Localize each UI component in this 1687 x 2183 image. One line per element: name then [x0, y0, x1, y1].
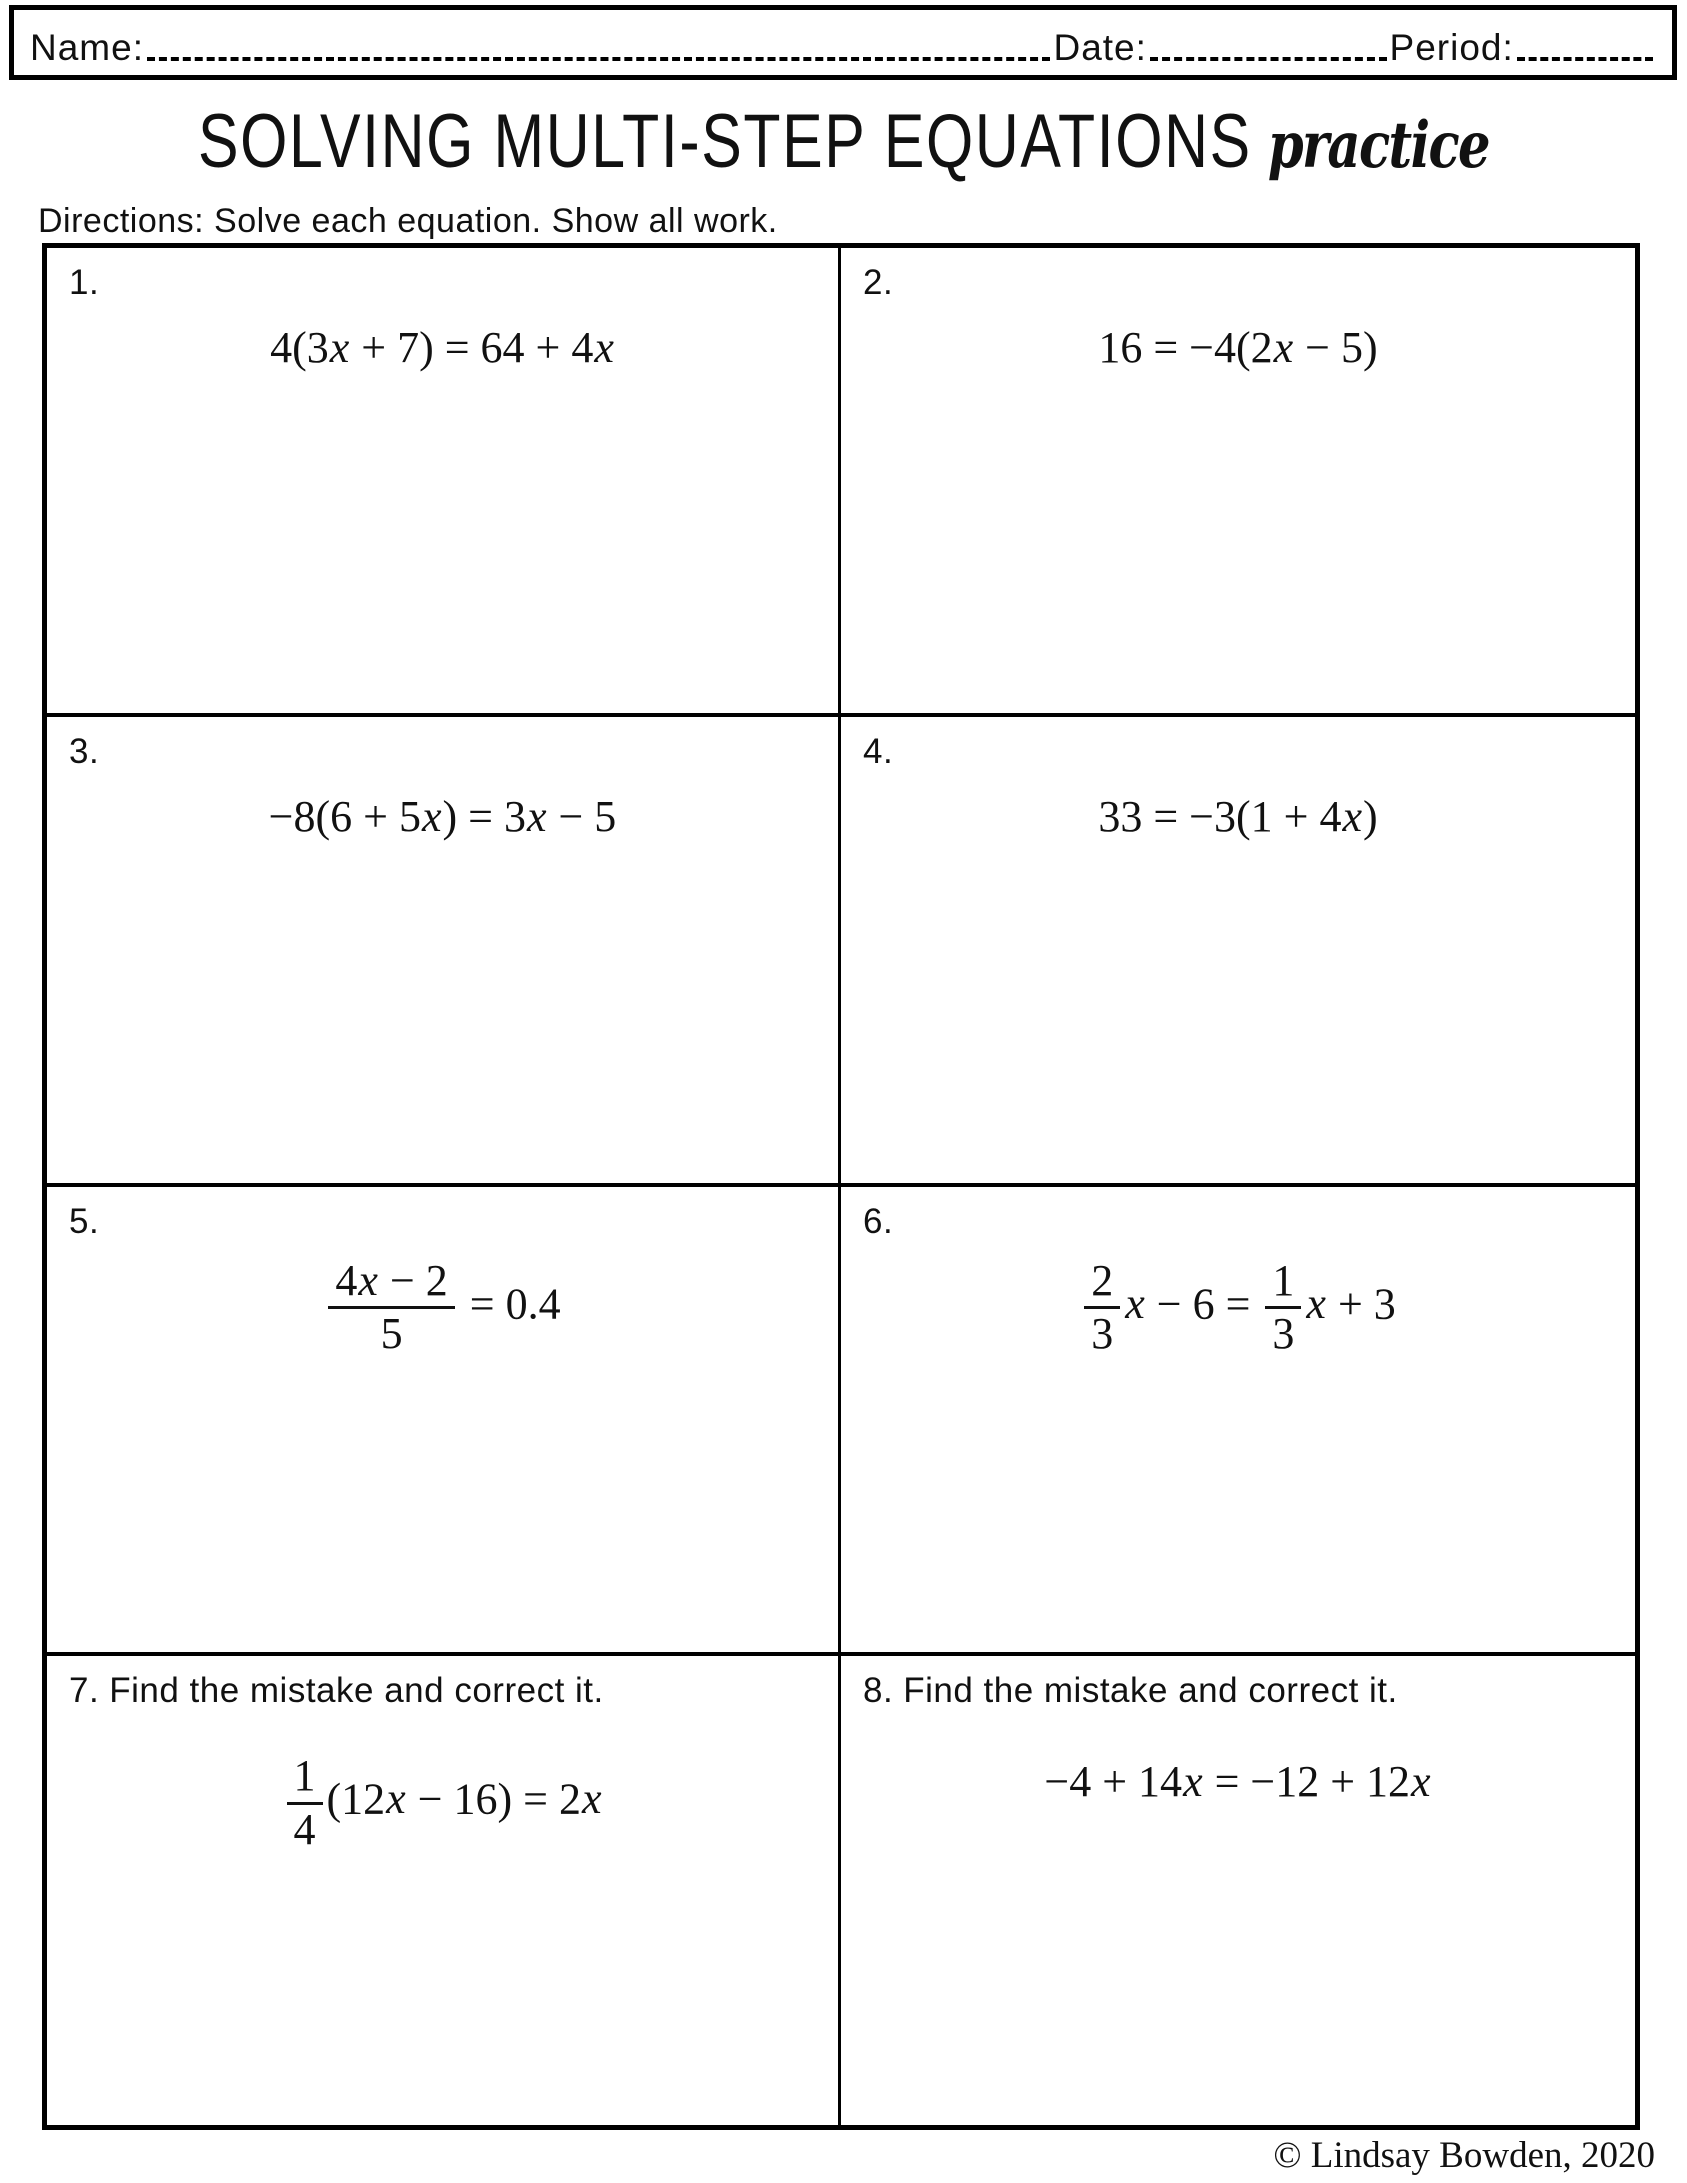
problem-cell-1 — [47, 248, 841, 717]
math-variable: x — [1411, 1756, 1431, 1806]
math-text: 1 — [1272, 1255, 1295, 1305]
math-variable: x — [421, 792, 442, 842]
math-variable: x — [594, 323, 614, 372]
math-variable: x — [329, 323, 350, 372]
math-text: 4 — [335, 1255, 358, 1305]
math-text: 3 — [1272, 1309, 1295, 1359]
math-variable: x — [386, 1774, 406, 1824]
math-variable: x — [1183, 1756, 1203, 1806]
equation — [863, 1754, 1613, 1809]
equation — [863, 320, 1613, 375]
math-variable: x — [581, 1774, 602, 1824]
date-label: Date: — [1053, 27, 1147, 68]
math-text: ) = 3 — [442, 792, 526, 842]
problem-cell-5 — [47, 1187, 841, 1656]
problem-cell-3 — [47, 717, 841, 1186]
title-script-text: practice — [1267, 108, 1489, 183]
problem-cell-6 — [841, 1187, 1635, 1656]
problem-number: 2. — [863, 263, 894, 302]
period-blank-line — [1517, 57, 1653, 61]
equation — [69, 789, 816, 844]
equation — [69, 1750, 816, 1854]
math-text: − 2 — [378, 1255, 448, 1305]
date-blank-line — [1150, 57, 1387, 61]
problem-cell-7 — [47, 1656, 841, 2125]
math-text: −8(6 + 5 — [268, 792, 421, 842]
math-text: − 5) — [1294, 323, 1378, 372]
math-text: 1 — [293, 1750, 316, 1800]
math-text: 4 — [293, 1804, 316, 1854]
math-variable: x — [526, 792, 547, 842]
math-text: + 3 — [1326, 1278, 1396, 1328]
math-text: −4 + 14 — [1044, 1756, 1183, 1806]
problem-number: 6. — [863, 1201, 894, 1241]
copyright-text: © Lindsay Bowden, 2020 — [1273, 2135, 1655, 2176]
math-text: (12 — [326, 1774, 386, 1824]
math-text: 4(3 — [270, 323, 329, 372]
fraction — [287, 1750, 323, 1854]
header-box — [9, 5, 1677, 80]
math-variable: x — [358, 1255, 378, 1305]
problem-number: 7. — [69, 1670, 100, 1710]
page-title — [169, 98, 1519, 185]
math-variable: x — [1306, 1278, 1326, 1328]
math-text: 5 — [380, 1309, 403, 1359]
fraction — [328, 1255, 454, 1359]
math-text: 2 — [1091, 1255, 1114, 1305]
problem-number: 5. — [69, 1201, 100, 1241]
math-text: ) — [1362, 792, 1378, 842]
problem-number: 8. — [863, 1670, 894, 1710]
problem-cell-8 — [841, 1656, 1635, 2125]
math-variable: x — [1125, 1278, 1145, 1328]
math-text: = −12 + 12 — [1203, 1756, 1411, 1806]
problems-grid — [42, 243, 1640, 2130]
title-main-text: SOLVING MULTI-STEP EQUATIONS — [198, 99, 1252, 184]
fraction — [1265, 1255, 1301, 1359]
math-text: − 5 — [547, 792, 617, 842]
problem-number: 3. — [69, 732, 100, 772]
math-text: = 0.4 — [458, 1278, 561, 1328]
name-label: Name: — [30, 27, 144, 68]
math-text: 33 = −3(1 + 4 — [1098, 792, 1342, 842]
math-text: 3 — [1091, 1309, 1114, 1359]
math-variable: x — [1273, 323, 1294, 372]
equation — [69, 1255, 816, 1359]
directions-text: Directions: Solve each equation. Show all work. — [38, 202, 778, 240]
name-blank-line — [147, 57, 1050, 61]
problem-cell-4 — [841, 717, 1635, 1186]
problem-number: 1. — [69, 263, 100, 302]
equation — [69, 320, 816, 375]
problem-number: 4. — [863, 732, 894, 772]
problem-cell-2 — [841, 248, 1635, 717]
fraction — [1084, 1255, 1120, 1359]
problem-prompt: Find the mistake and correct it. — [109, 1670, 604, 1710]
period-label: Period: — [1389, 27, 1514, 68]
math-variable: x — [1342, 792, 1362, 842]
math-text: − 16) = 2 — [406, 1774, 581, 1824]
problem-prompt: Find the mistake and correct it. — [903, 1670, 1398, 1710]
math-text: 16 = −4(2 — [1098, 323, 1273, 372]
equation — [863, 789, 1613, 844]
math-text: − 6 = — [1145, 1278, 1262, 1328]
math-text: + 7) = 64 + 4 — [350, 323, 594, 372]
equation — [863, 1255, 1613, 1359]
